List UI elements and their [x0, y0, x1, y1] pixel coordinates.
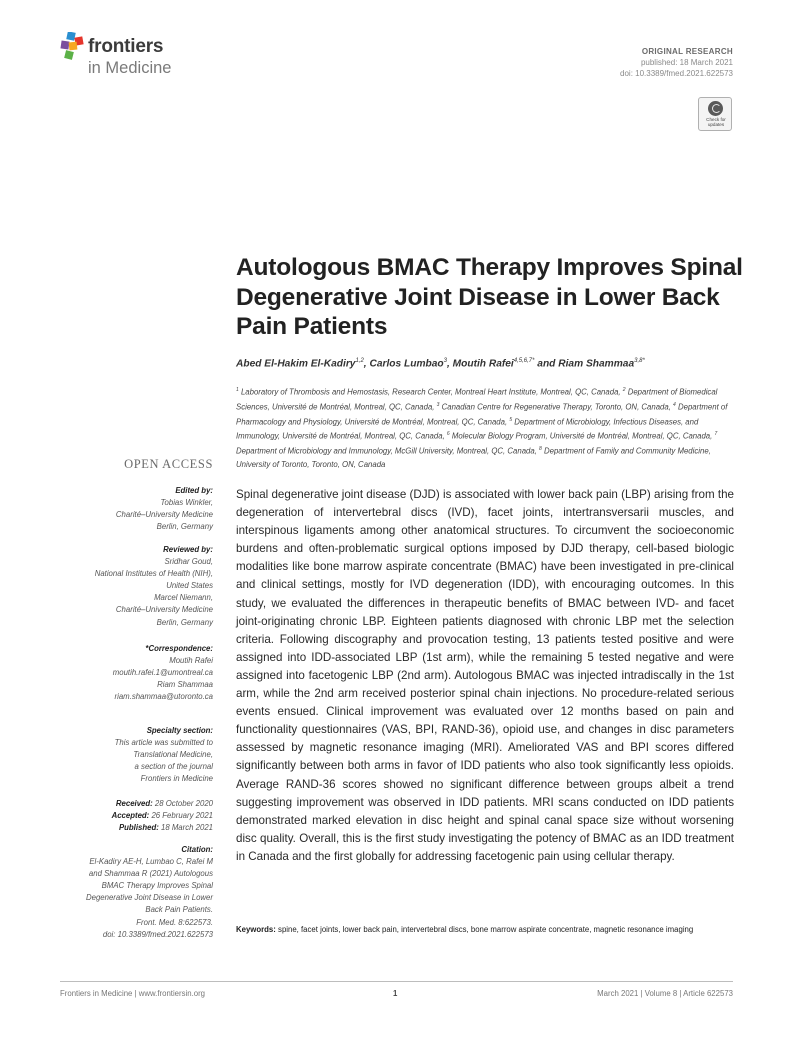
date-label: Published: [118, 823, 159, 833]
affiliation-text: Department of Biomedical Sciences, Université de Montréal, Montreal, QC, Canada, [236, 387, 718, 412]
specialty-section [40, 725, 213, 785]
date-row [40, 810, 213, 822]
footer-volume-info: March 2021 | Volume 8 | Article 622573 [597, 989, 733, 998]
affiliation-marker: 7 [714, 431, 718, 438]
affiliation-text: Department of Microbiology and Immunology, McGill University, Montreal, QC, Canada, [236, 446, 540, 456]
frontiers-logo-icon [60, 32, 86, 62]
sidebar-line: Back Pain Patients. [145, 905, 213, 915]
specialty-lines [40, 737, 213, 785]
reviewed-by-lines [40, 556, 213, 629]
sidebar-line: Riam Shammaa [157, 680, 213, 690]
citation-heading: Citation: [181, 845, 213, 854]
affiliation-marker: 4 [673, 401, 676, 408]
published-date: published: 18 March 2021 [640, 58, 733, 67]
affiliation-marker: 6 [446, 431, 450, 438]
correspondence-lines [40, 655, 213, 703]
sidebar-line: Charité–University Medicine [115, 510, 213, 520]
badge-label [699, 117, 733, 128]
affiliation-text: Department of Microbiology, Infectious Diseases, and Immunology, Université de Montréal, Montreal, QC, Canada, [236, 417, 699, 441]
sidebar-line: United States [166, 581, 213, 591]
affiliation-marker: 3 [436, 401, 440, 408]
date-value: 28 October 2020 [152, 799, 213, 808]
sidebar-line: Berlin, Germany [156, 617, 213, 627]
sidebar-line: Marcel Niemann, [154, 593, 213, 603]
journal-name-line1: frontiers [88, 36, 164, 57]
article-doi[interactable]: doi: 10.3389/fmed.2021.622573 [620, 69, 733, 78]
open-access-label: OPEN ACCESS [124, 457, 213, 471]
abstract-text: Spinal degenerative joint disease (DJD) is associated with lower back pain (LBP) arising from the degeneration of intervertebral discs (IVD), facet joints, intertransversarii muscles, and interspinous ligaments among other anatomical structures. To circumvent the socioeconomic burdens and often-problematic surgical options imposed by DJD therapy, cell-based biologic modalities like bone marrow aspirate concentrate (BMAC) have been investigated in pre-clinical and clinical settings, mostly for IVD degeneration (IDD), with encouraging outcomes. In this study, we evaluated the differences in therapeutic benefits of BMAC between IVD- and facet joint-originating chronic LBP. Eighteen patients diagnosed with chronic LBP met the selection criteria. Following discography and provocation testing, 13 patients tested positive and were assigned into IDD-associated LBP (1st arm), while the remaining 5 tested negative and were assigned into facetogenic LBP (2nd arm). Autologous BMAC was injected intradiscally in the 1st arm, while the 2nd arm received posterior spinal chain injections. No procedure-related serious events ensued. Clinical improvement was evaluated over 12 months based on pain and functionality questionnaires (VAS, BPI, RAND-36), opioid use, and changes in disc parameters assessed by magnetic resonance imaging (MRI). Ameliorated VAS and BPI scores differed significantly between both arms in favor of IDD patients who also took significantly less opioids. Average RAND-36 scores showed no significant difference between groups albeit a trend suggesting improvement was observed in IDD patients. MRI scans conducted on IDD patients demonstrated marked elevation in disc height and spinal canal space size without worsening disc quality. Overall, this is the first study investigating the potency of BMAC as an IDD treatment in Canada and the first globally for addressing facetogenic pain using cellular therapy. [236, 488, 734, 863]
affiliation-text: Department of Family and Community Medicine, University of Toronto, Toronto, ON, Canada [236, 446, 711, 469]
date-label: Accepted: [111, 811, 150, 821]
sidebar-line: El-Kadiry AE-H, Lumbao C, Rafei M [89, 857, 213, 867]
author-affiliation-marker: 3,8* [634, 358, 645, 364]
author-name[interactable]: Abed El-Hakim El-Kadiry [236, 358, 356, 370]
author-name[interactable]: Moutih Rafei [452, 358, 514, 370]
refresh-icon [708, 101, 723, 116]
edited-by-heading: Edited by: [175, 486, 213, 495]
affiliation-marker: 1 [236, 387, 239, 393]
article-title: Autologous BMAC Therapy Improves Spinal Degenerative Joint Disease in Lower Back Pain Patients [236, 254, 743, 340]
specialty-heading: Specialty section: [146, 726, 213, 735]
badge-label-line1: Check for [706, 117, 726, 122]
sidebar-line[interactable]: moutih.rafei.1@umontreal.ca [112, 668, 213, 678]
sidebar-line: This article was submitted to [114, 738, 213, 748]
correspondence-section [40, 643, 213, 703]
footer-journal-link[interactable]: Frontiers in Medicine | www.frontiersin.org [60, 989, 206, 998]
affiliations [236, 384, 736, 471]
article-type: ORIGINAL RESEARCH [641, 47, 733, 56]
keywords-label: Keywords: [236, 925, 276, 934]
sidebar-line: Degenerative Joint Disease in Lower [86, 893, 213, 903]
edited-by-lines [40, 497, 213, 533]
sidebar-line: a section of the journal [134, 762, 213, 772]
sidebar-line: Front. Med. 8:622573. [136, 917, 213, 927]
sidebar-line: Moutih Rafei [169, 656, 213, 666]
reviewed-by-heading: Reviewed by: [163, 545, 213, 554]
author-name[interactable]: Riam Shammaa [558, 358, 635, 370]
check-for-updates-badge[interactable] [698, 97, 732, 131]
sidebar-line: Charité–University Medicine [115, 605, 213, 615]
affiliation-text: Department of Pharmacology and Physiology, Université de Montréal, Montreal, QC, Canada, [236, 402, 728, 427]
sidebar-line: Frontiers in Medicine [140, 774, 213, 784]
correspondence-heading: *Correspondence: [145, 644, 213, 653]
sidebar-line: Tobias Winkler, [160, 498, 213, 508]
date-row [40, 798, 213, 810]
sidebar-line: Translational Medicine, [133, 750, 213, 760]
date-label: Received: [115, 799, 153, 808]
badge-label-line2: updates [707, 122, 725, 128]
sidebar-line: doi: 10.3389/fmed.2021.622573 [102, 929, 213, 939]
sidebar-line: Berlin, Germany [156, 522, 213, 532]
citation-section [40, 844, 213, 941]
affiliation-marker: 2 [622, 387, 626, 393]
dates-section [40, 798, 213, 834]
date-value: 26 February 2021 [149, 811, 213, 821]
author-name[interactable]: Carlos Lumbao [369, 358, 444, 370]
edited-by-section [40, 485, 213, 533]
reviewed-by-section [40, 544, 213, 629]
affiliation-text: Canadian Centre for Regenerative Therapy, Toronto, ON, Canada, [439, 402, 674, 412]
sidebar-line: and Shammaa R (2021) Autologous [88, 869, 213, 879]
footer-divider [60, 981, 733, 982]
author-list: Abed El-Hakim El-Kadiry$^{1,2}$, Carlos Lumbao$^3$, Moutih Rafei$^{4,5,6,7*}$ and Riam Shammaa$^{3,8*}$ [236, 358, 645, 370]
affiliation-text: Molecular Biology Program, Université de Montréal, Montreal, QC, Canada, [449, 431, 715, 441]
journal-logo[interactable] [60, 32, 220, 82]
sidebar-line[interactable]: riam.shammaa@utoronto.ca [114, 692, 213, 702]
sidebar-line: BMAC Therapy Improves Spinal [101, 881, 213, 891]
keywords-text: spine, facet joints, lower back pain, intervertebral discs, bone marrow aspirate concentrate, magnetic resonance imaging [275, 925, 694, 934]
affiliation-marker: 8 [539, 446, 542, 453]
journal-name-line2: in Medicine [88, 59, 172, 77]
author-affiliation-marker: 4,5,6,7* [513, 358, 535, 364]
keywords [236, 924, 734, 936]
author-affiliation-marker: 1,2 [355, 358, 364, 364]
sidebar-line: Sridhar Goud, [164, 557, 213, 567]
citation-lines [40, 856, 213, 941]
page-number: 1 [393, 989, 398, 998]
affiliation-marker: 5 [509, 416, 513, 423]
date-row [40, 822, 213, 834]
article-meta [620, 46, 733, 79]
affiliation-text: Laboratory of Thrombosis and Hemostasis, Research Center, Montreal Heart Institute, Montreal, QC, Canada, [238, 387, 623, 397]
author-affiliation-marker: 3 [443, 358, 447, 364]
sidebar-line: National Institutes of Health (NIH), [94, 569, 213, 579]
date-value: 18 March 2021 [158, 823, 213, 833]
